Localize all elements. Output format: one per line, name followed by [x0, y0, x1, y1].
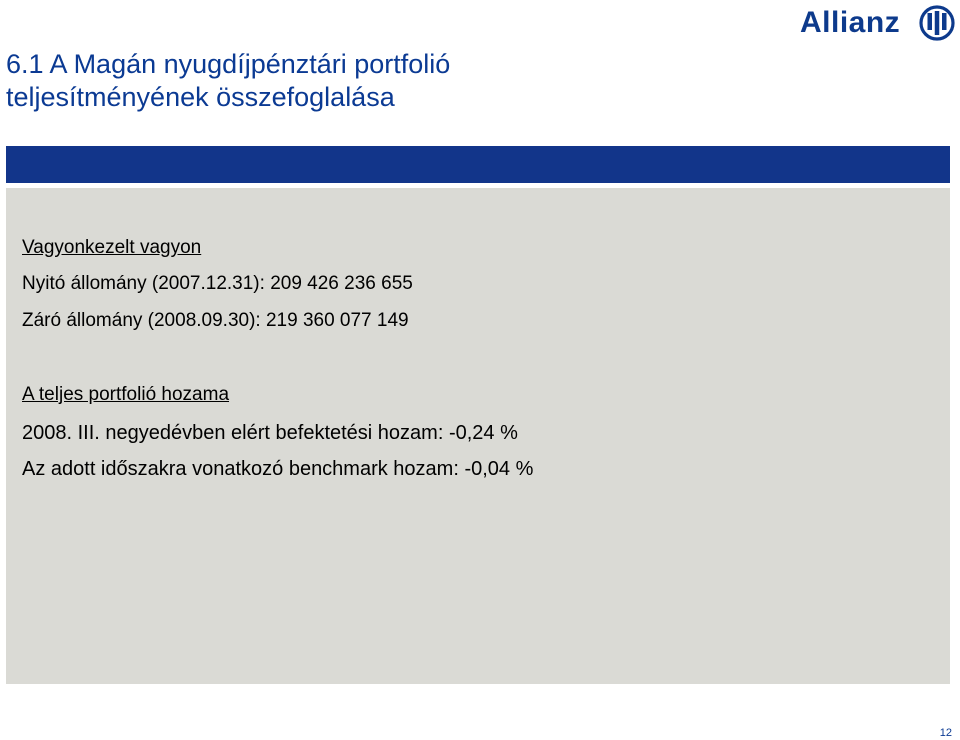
- header-band: [6, 146, 950, 183]
- slide-title-line-2: teljesítményének összefoglalása: [6, 82, 395, 112]
- allianz-eagle-icon: [918, 4, 956, 42]
- content-panel: [6, 188, 950, 684]
- section-heading-managed-assets: Vagyonkezelt vagyon: [22, 237, 202, 258]
- page-number: 12: [939, 727, 952, 739]
- quarter-return-text: 2008. III. negyedévben elért befektetési hozam: -0,24 %: [22, 422, 518, 444]
- allianz-logo: [800, 4, 956, 44]
- closing-balance-text: Záró állomány (2008.09.30): 219 360 077 149: [22, 310, 409, 331]
- slide-title-line-1: 6.1 A Magán nyugdíjpénztári portfolió: [6, 49, 451, 79]
- slide-title: [6, 48, 766, 114]
- section-heading-portfolio-return: A teljes portfolió hozama: [22, 384, 230, 405]
- opening-balance-text: Nyitó állomány (2007.12.31): 209 426 236 655: [22, 273, 413, 294]
- benchmark-return-text: Az adott időszakra vonatkozó benchmark hozam: -0,04 %: [22, 458, 534, 480]
- logo-wordmark: Allianz: [800, 6, 901, 39]
